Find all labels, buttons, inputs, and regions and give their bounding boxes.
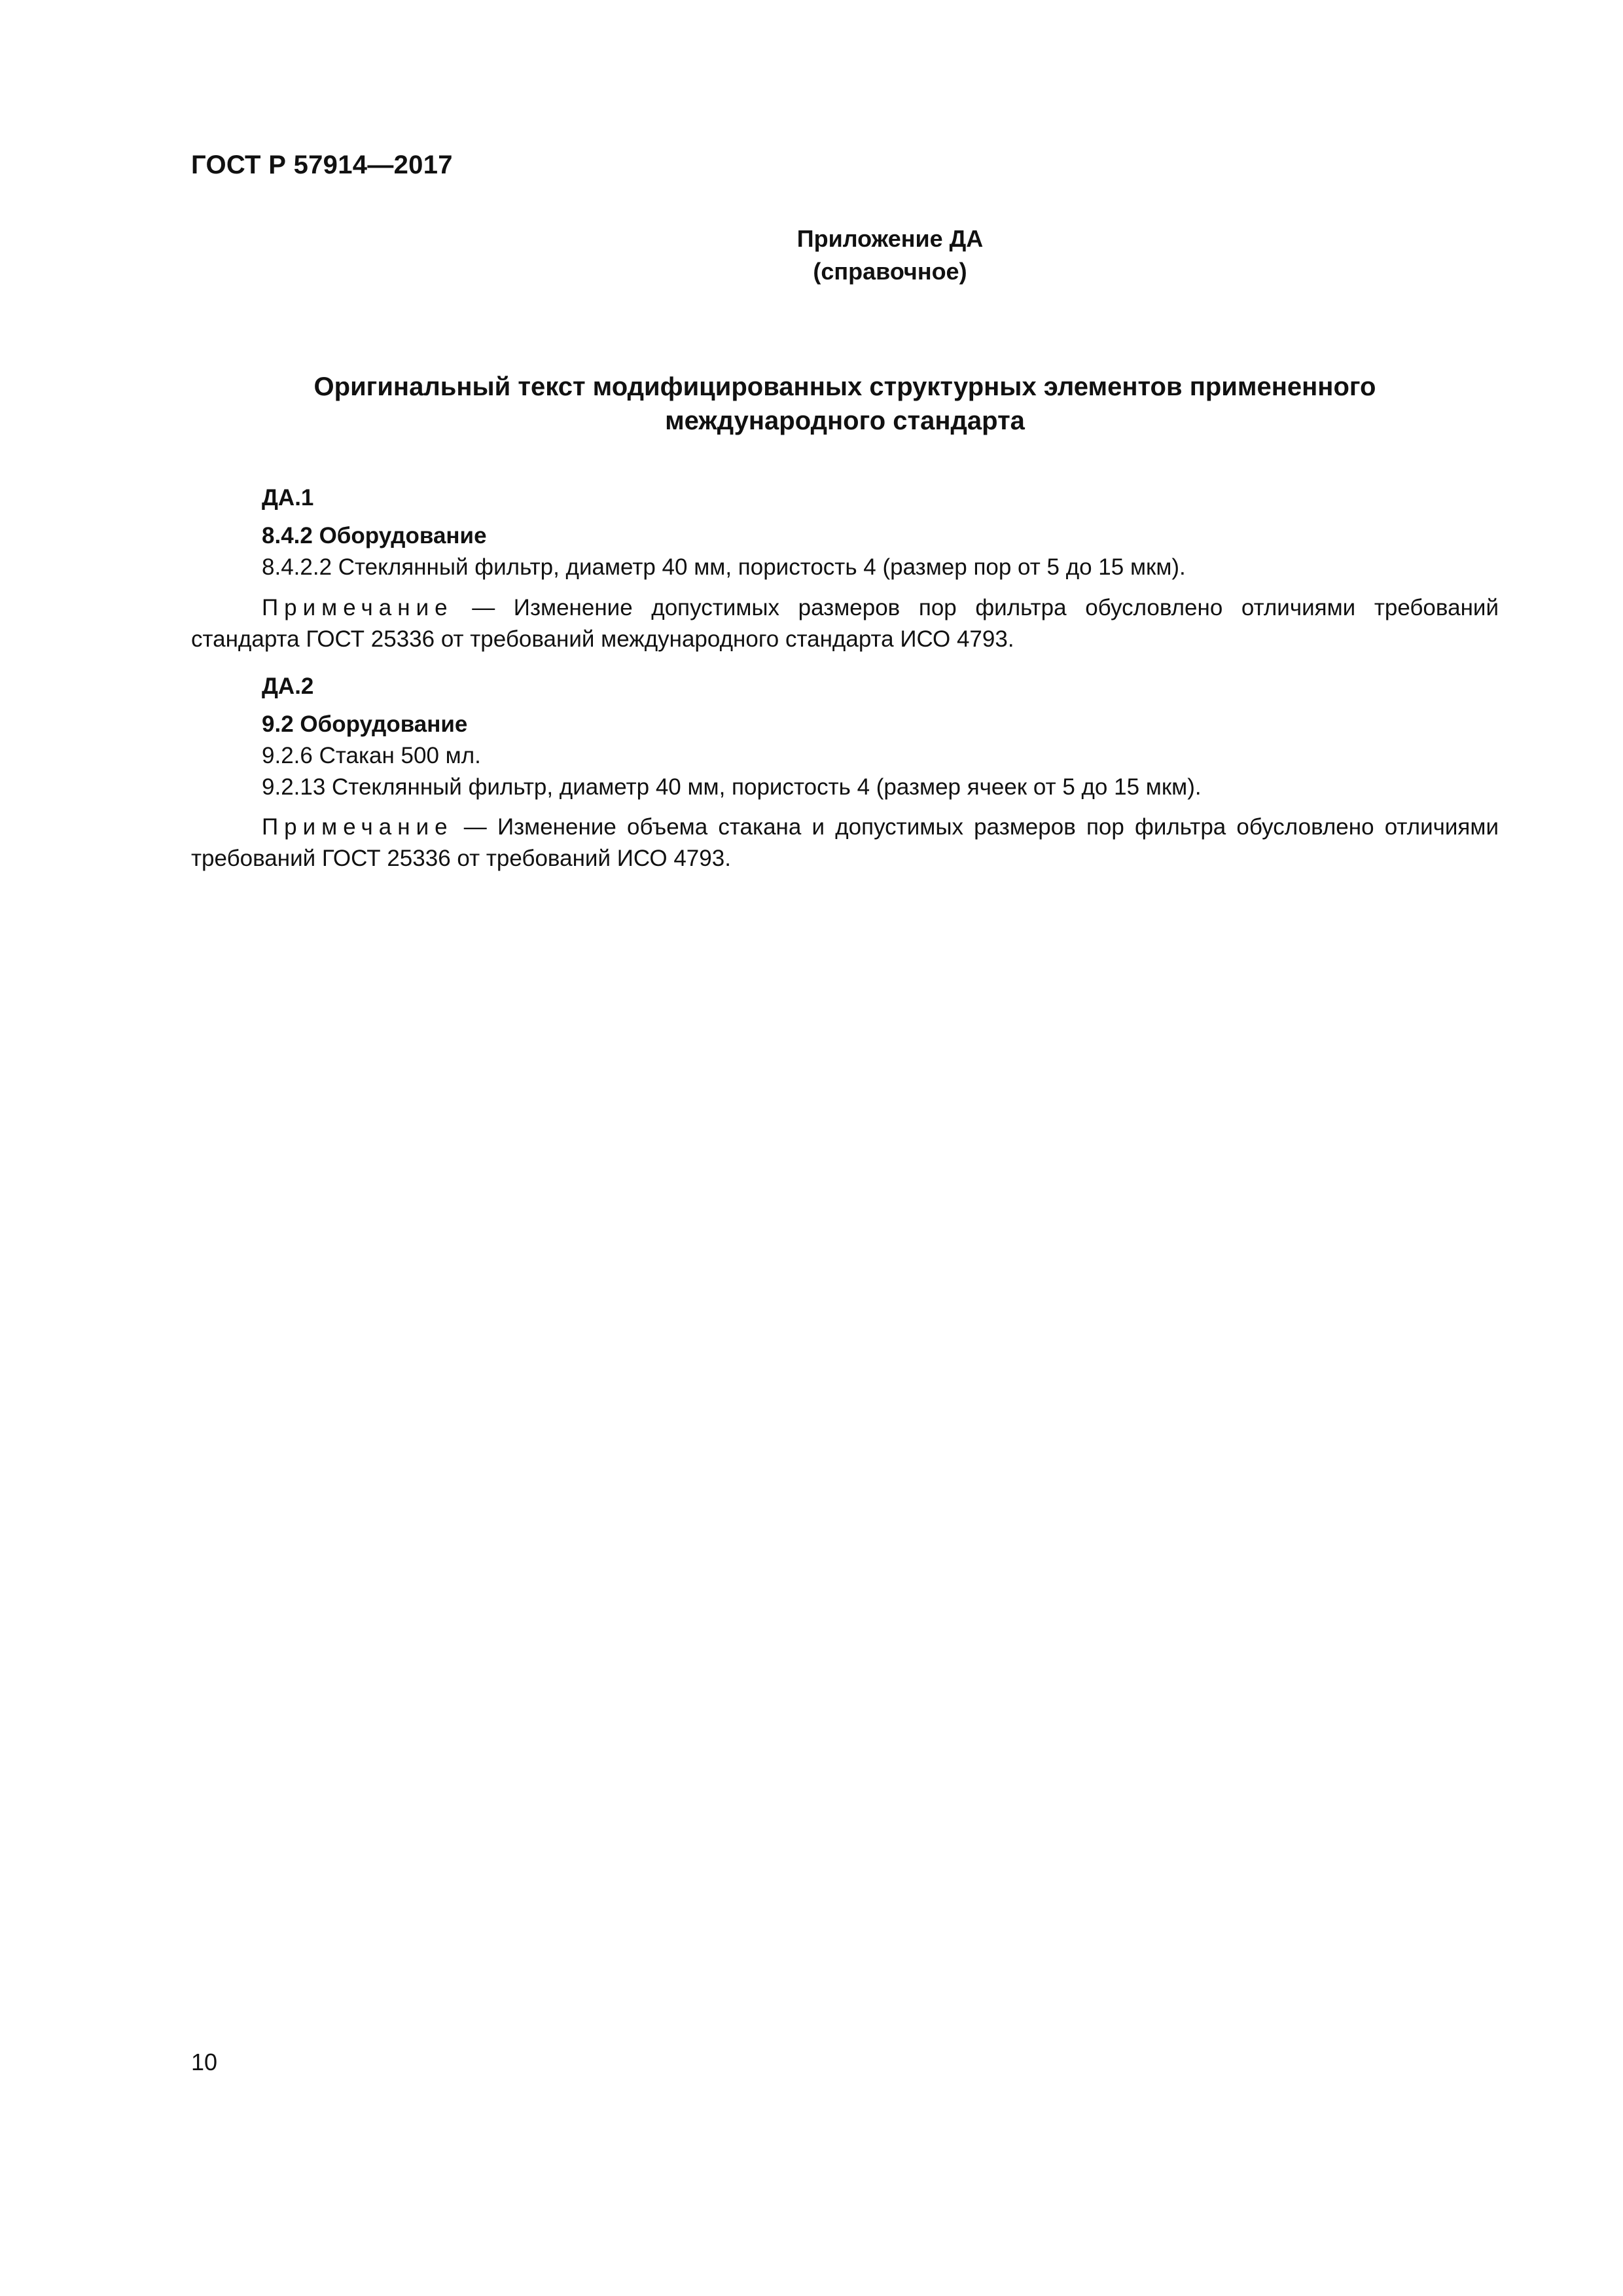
appendix-type: (справочное)	[813, 258, 967, 285]
note-text: — Изменение допустимых размеров пор фильтра обусловлено отличиями требований стандарта ГОСТ 25336 от требований международного стандарта ИСО 4793.	[191, 595, 1499, 652]
note-text: — Изменение объема стакана и допустимых размеров пор фильтра обусловлено отличиями требований ГОСТ 25336 от требований ИСО 4793.	[191, 814, 1499, 871]
title-line-1: Оригинальный текст модифицированных структурных элементов примененного	[313, 372, 1376, 401]
appendix-heading	[746, 223, 1034, 288]
section-item: 8.4.2.2 Стеклянный фильтр, диаметр 40 мм, пористость 4 (размер пор от 5 до 15 мкм).	[262, 554, 1186, 580]
section-heading: 9.2 Оборудование	[262, 711, 468, 737]
note-label: Примечание	[262, 814, 454, 840]
note-label: Примечание	[262, 595, 454, 620]
appendix-label: Приложение ДА	[796, 225, 984, 252]
appendix-title	[191, 370, 1499, 438]
section-id: ДА.1	[262, 485, 314, 511]
document-id-header: ГОСТ Р 57914—2017	[191, 151, 453, 179]
page-number: 10	[191, 2049, 218, 2075]
section-heading: 8.4.2 Оборудование	[262, 523, 487, 548]
section-note	[191, 812, 1499, 874]
section-item: 9.2.13 Стеклянный фильтр, диаметр 40 мм, пористость 4 (размер ячеек от 5 до 15 мкм).	[262, 774, 1202, 800]
section-note	[191, 592, 1499, 655]
section-item: 9.2.6 Стакан 500 мл.	[262, 743, 481, 768]
section-id: ДА.2	[262, 673, 314, 699]
title-line-2: международного стандарта	[665, 406, 1025, 435]
